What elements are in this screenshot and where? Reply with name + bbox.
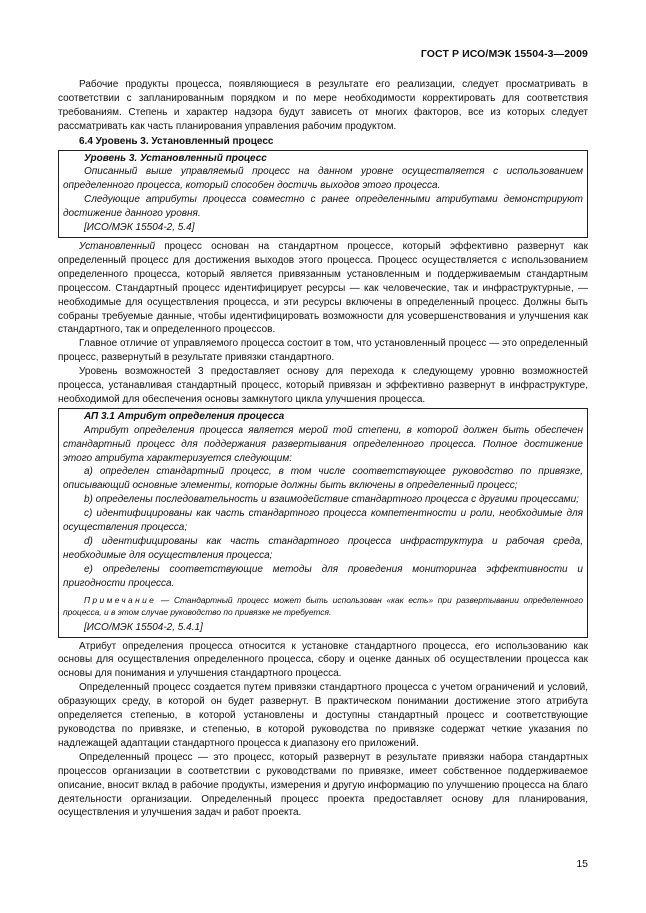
box-reference: [ИСО/МЭК 15504-2, 5.4] <box>84 222 195 234</box>
paragraph: Главное отличие от управляемого процесса состоит в том, что установленный процесс — это определенный процесс, развернутый в результате привязки стандартного. <box>58 338 588 364</box>
note-label: Примечание <box>84 594 157 605</box>
box-paragraph: Описанный выше управляемый процесс на данном уровне осуществляется с использованием определенного процесса, который способен достичь выходов этого процесса. <box>63 166 583 192</box>
list-item: c) идентифицированы как часть стандартного процесса компетентности и роли, необходимые для осуществления процесса; <box>63 508 583 534</box>
list-item: d) идентифицированы как часть стандартного процесса инфраструктура и рабочая среда, необходимые для осуществления процесса; <box>63 536 583 561</box>
note-text: — Стандартный процесс может быть использован «как есть» при развертывании определенного процесса, и в этом случае руководство по привязке не требуется. <box>63 594 583 617</box>
box-paragraph: Следующие атрибуты процесса совместно с ранее определенными атрибутами демонстрируют достижение данного уровня. <box>63 194 583 220</box>
italic-term: Установленный <box>79 240 156 252</box>
box-title: Уровень 3. Установленный процесс <box>84 152 267 164</box>
page-number: 15 <box>576 858 588 870</box>
paragraph: Определенный процесс создается путем привязки стандартного процесса с учетом ограничений и условий, образующих среду, в которой он будет развернут. В практическом понимании достижение этого атрибута определяется степенью, в которой установлены и доступны стандартный процесс и соответствующие руководства по привязке, и степенью, в которой руководства по привязке содержат четкие указания по надлежащей адаптации стандартного процесса к диапазону его приложений. <box>58 682 588 749</box>
paragraph: Атрибут определения процесса относится к установке стандартного процесса, его использованию как основы для осуществления определенного процесса, сбору и оценке данных об осуществлении процесса как основы для понимания и улучшения стандартного процесса. <box>58 640 588 680</box>
paragraph: Рабочие продукты процесса, появляющиеся в результате его реализации, следует просматривать в соответствии с запланированным порядком и по мере необходимости корректировать для соответствия требованиям. Степень и характер надзора будут зависеть от многих факторов, все из которых следует рассматривать как часть планирования управления рабочим продуктом. <box>58 79 588 132</box>
list-item: е) определены соответствующие методы для проведения мониторинга эффективности и пригодности процесса. <box>63 563 583 589</box>
attribute-definition-box <box>58 408 588 638</box>
box-reference: [ИСО/МЭК 15504-2, 5.4.1] <box>84 621 203 633</box>
document-header: ГОСТ Р ИСО/МЭК 15504-3—2009 <box>420 48 588 60</box>
list-item: а) определен стандартный процесс, в том числе соответствующее руководство по привязке, описывающий основные элементы, которые должны быть включены в определенный процесс; <box>63 466 583 492</box>
paragraph: Уровень возможностей 3 предоставляет основу для перехода к следующему уровню возможностей процесса, устанавливая стандартный процесс, который привязан и эффективно развернут в инфраструктуре, необходимой для обеспечения основы замкнутого цикла улучшения процесса. <box>58 366 588 405</box>
document-body <box>58 78 588 820</box>
level-definition-box <box>58 150 588 238</box>
section-heading: 6.4 Уровень 3. Установленный процесс <box>79 135 274 147</box>
paragraph: Определенный процесс — это процесс, который развернут в результате привязки набора стандартных процессов организации в соответствии с руководствами по привязке, имеет собственное поддерживаемое описание, вносит вклад в рабочие продукты, измерения и другую информацию по улучшению процесса на благо деятельности организации. Определенный процесс проекта предоставляет основу для планирования, осуществления и улучшения задач и работ проекта. <box>58 751 588 819</box>
paragraph <box>58 240 588 337</box>
list-item: b) определены последовательность и взаимодействие стандартного процесса с другими процессами; <box>84 494 579 506</box>
box-note <box>63 594 583 618</box>
paragraph-text: процесс основан на стандартном процессе, который эффективно развернут как определенный процесс для достижения выходов этого процесса. Процесс осуществляется с использованием определенного процесса, который является привязанным установленным и поддерживаемым стандартным процессом. Стандартный процесс идентифицирует ресурсы — как человеческие, так и инфраструктурные, — необходимые для осуществления процесса, и эти ресурсы включены в определенный процесс. Должны быть собраны требуемые данные, чтобы идентифицировать возможности для усовершенствования и улучшения как стандартного, так и определенного процессов. <box>58 240 588 336</box>
box-title: АП 3.1 Атрибут определения процесса <box>84 410 285 422</box>
box-paragraph: Атрибут определения процесса является мерой той степени, в которой должен быть обеспечен стандартный процесс для поддержания развертывания определенного процесса. Полное достижение этого атрибута характеризуется следующим: <box>63 424 583 464</box>
